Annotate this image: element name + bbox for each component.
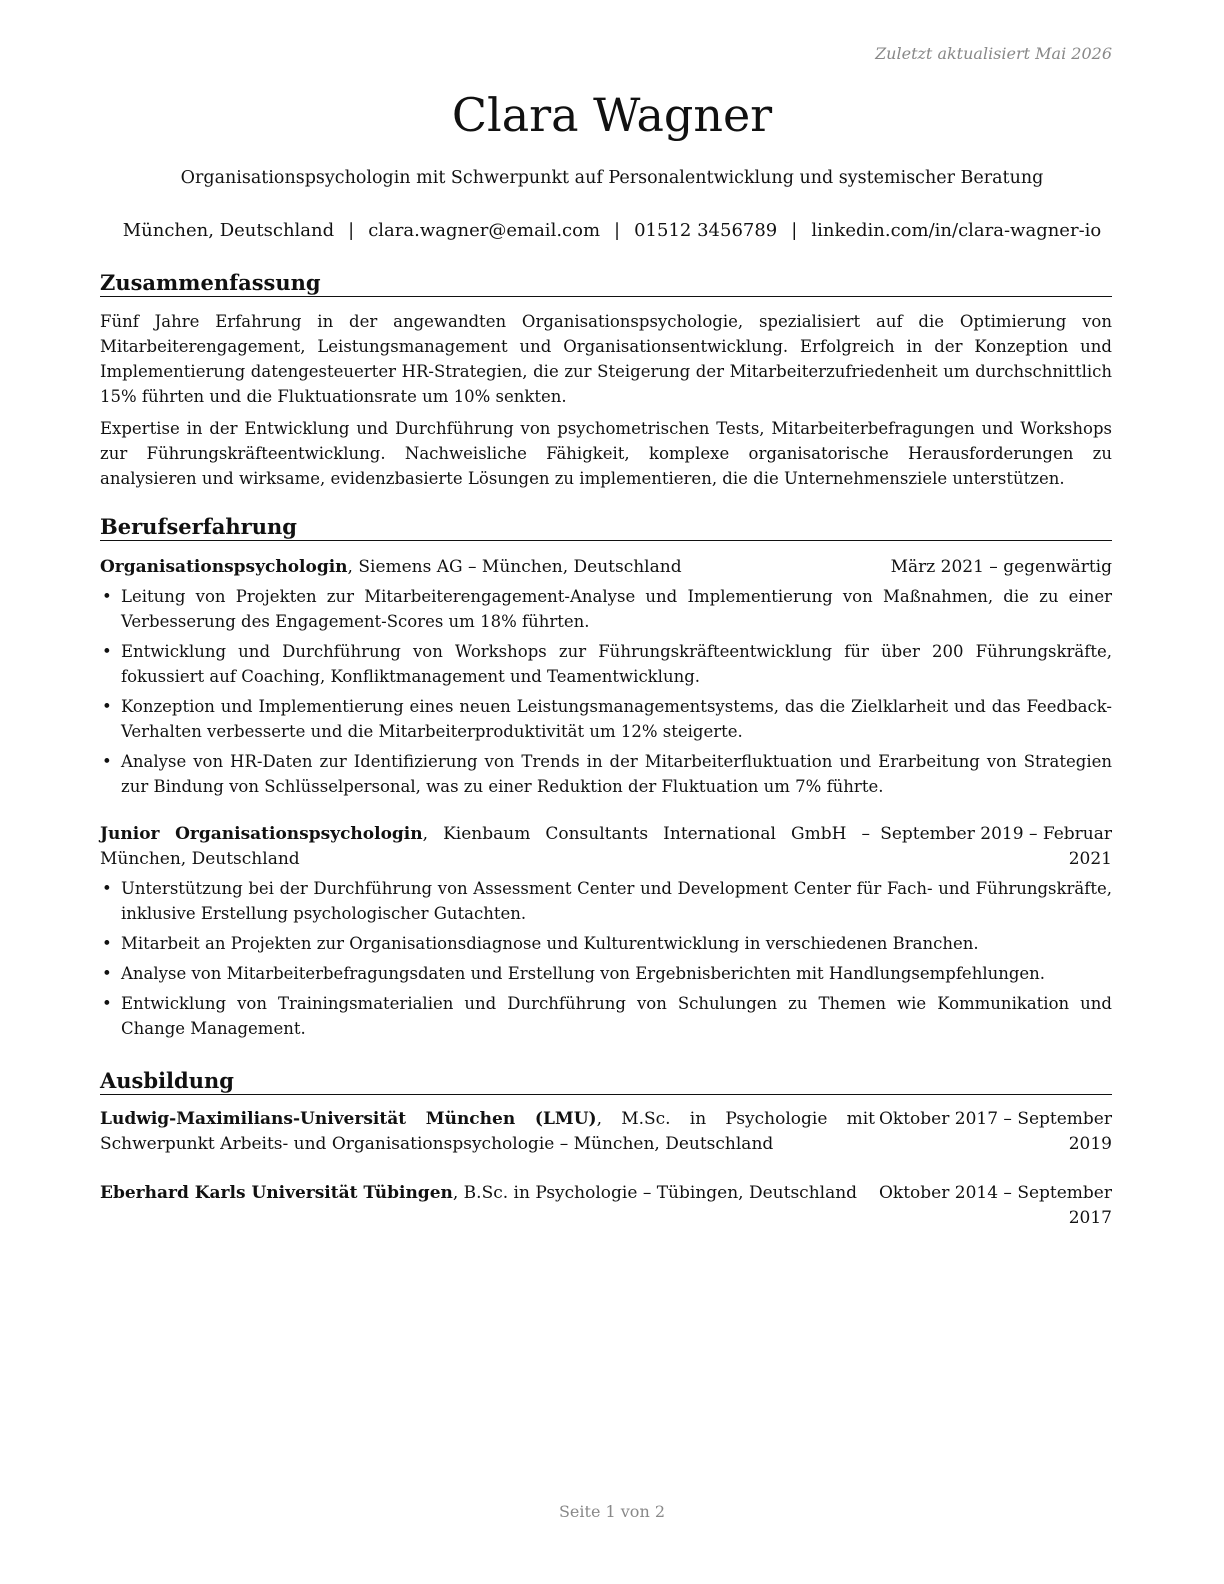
job-bullets (100, 876, 1112, 1041)
job-title-line (100, 555, 682, 580)
education-dates: Oktober 2017 – September 2019 (878, 1109, 1112, 1154)
contact-linkedin[interactable]: linkedin.com/in/clara-wagner-io (811, 220, 1102, 241)
contact-separator: | (614, 220, 621, 241)
last-updated-note: Zuletzt aktualisiert Mai 2026 (875, 44, 1112, 63)
summary-paragraph: Fünf Jahre Erfahrung in der angewandten Organisationspsychologie, spezialisiert auf die Optimierung von Mitarbeiterengagement, Leistungsmanagement und Organisationsentwicklung. Erfolgreich in der Konzeption und Implementierung datengesteuerter HR-Strategien, die zur Steigerung der Mitarbeiterzufriedenheit um durchschnittlich 15% führten und die Fluktuationsrate um 10% senkten. (100, 312, 1112, 406)
education-degree: , B.Sc. in Psychologie – Tübingen, Deutschland (452, 1183, 858, 1203)
job-title: Organisationspsychologin (100, 557, 348, 577)
list-item: • Analyse von HR-Daten zur Identifizierung von Trends in der Mitarbeiterfluktuation und Erarbeitung von Strategien zur Bindung von Schlüsselpersonal, was zu einer Reduktion der Fluktuation um 7% führte. (100, 749, 1112, 799)
education-dates: Oktober 2014 – September 2017 (878, 1183, 1112, 1228)
contact-separator: | (791, 220, 798, 241)
list-item: • Leitung von Projekten zur Mitarbeiterengagement-Analyse und Implementierung von Maßnahmen, die zu einer Verbesserung des Engagement-Scores um 18% führten. (100, 584, 1112, 634)
education-school-line (100, 1181, 870, 1206)
experience-heading: Berufserfahrung (100, 514, 1112, 541)
tagline: Organisationspsychologin mit Schwerpunkt auf Personalentwicklung und systemischer Beratung (180, 168, 1044, 188)
list-item: • Analyse von Mitarbeiterbefragungsdaten und Erstellung von Ergebnisberichten mit Handlungsempfehlungen. (100, 961, 1112, 986)
list-item: • Mitarbeit an Projekten zur Organisationsdiagnose und Kulturentwicklung in verschiedenen Branchen. (100, 931, 1112, 956)
job-entry (100, 555, 1112, 799)
job-org: , Kienbaum Consultants International GmbH – München, Deutschland (100, 824, 870, 869)
page-number: Seite 1 von 2 (558, 1502, 666, 1521)
job-header (100, 555, 1112, 580)
education-school: Ludwig-Maximilians-Universität München (LMU) (100, 1109, 597, 1129)
job-org: , Siemens AG – München, Deutschland (347, 557, 682, 577)
education-school: Eberhard Karls Universität Tübingen (100, 1183, 453, 1203)
job-title: Junior Organisationspsychologin (100, 824, 423, 844)
list-item: • Konzeption und Implementierung eines neuen Leistungsmanagementsystems, das die Zielklarheit und das Feedback-Verhalten verbesserte und die Mitarbeiterproduktivität um 12% steigerte. (100, 694, 1112, 744)
job-bullets (100, 584, 1112, 799)
education-entry (100, 1107, 1112, 1157)
summary-paragraph: Expertise in der Entwicklung und Durchführung von psychometrischen Tests, Mitarbeiterbefragungen und Workshops zur Führungskräfteentwicklung. Nachweisliche Fähigkeit, komplexe organisatorische Herausforderungen zu analysieren und wirksame, evidenzbasierte Lösungen zu implementieren, die die Unternehmensziele unterstützen. (100, 419, 1112, 488)
education-heading: Ausbildung (100, 1068, 1112, 1095)
summary-heading: Zusammenfassung (100, 270, 1112, 297)
education-section (100, 1068, 1112, 1231)
education-school-line (100, 1107, 875, 1157)
job-entry (100, 822, 1112, 1041)
list-item: • Entwicklung von Trainingsmaterialien und Durchführung von Schulungen zu Themen wie Kommunikation und Change Management. (100, 991, 1112, 1041)
contact-separator: | (348, 220, 355, 241)
contact-location: München, Deutschland (122, 220, 335, 241)
contact-phone: 01512 3456789 (634, 220, 778, 241)
summary-section (100, 270, 1112, 498)
education-entry (100, 1181, 1112, 1231)
list-item: • Unterstützung bei der Durchführung von Assessment Center und Development Center für Fach- und Führungskräfte, inklusive Erstellung psychologischer Gutachten. (100, 876, 1112, 926)
experience-section (100, 514, 1112, 1046)
job-header (100, 822, 1112, 872)
contact-email[interactable]: clara.wagner@email.com (368, 220, 601, 241)
list-item: • Entwicklung und Durchführung von Workshops zur Führungskräfteentwicklung für über 200 Führungskräfte, fokussiert auf Coaching, Konfliktmanagement und Teamentwicklung. (100, 639, 1112, 689)
candidate-name: Clara Wagner (451, 88, 773, 142)
education-degree: , M.Sc. in Psychologie mit Schwerpunkt Arbeits- und Organisationspsychologie – München, Deutschland (100, 1109, 875, 1154)
contact-line (0, 220, 1224, 241)
job-dates: März 2021 – gegenwärtig (890, 557, 1112, 577)
job-dates: September 2019 – Februar 2021 (880, 824, 1112, 869)
job-title-line (100, 822, 870, 872)
